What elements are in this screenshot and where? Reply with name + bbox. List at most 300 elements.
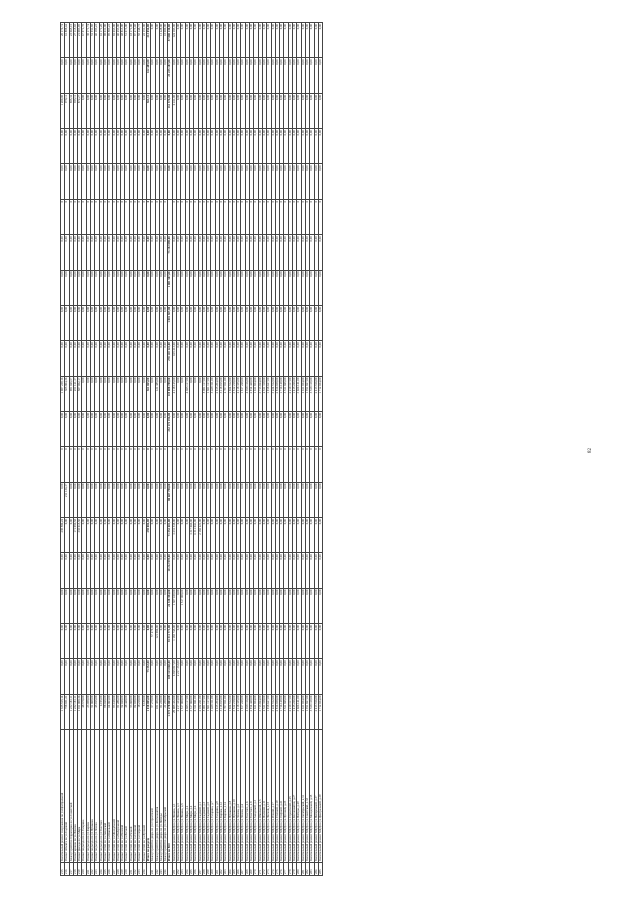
value-cell: 0,00 <box>146 129 150 164</box>
value-cell: 0,00 <box>86 93 90 128</box>
value-cell: 0,00 <box>271 58 275 93</box>
value-cell: 81 230,00 <box>159 694 163 729</box>
value-cell: 0,00 <box>232 517 236 552</box>
value-cell: 0,00 <box>202 623 206 658</box>
row-name-cell: Ремонт сетей по ул.Полевой <box>121 730 125 863</box>
value-cell: 0,00 <box>219 341 223 376</box>
value-cell: 0,00 <box>185 411 189 446</box>
value-cell: 0,00 <box>228 129 232 164</box>
value-cell: 0 <box>275 447 279 482</box>
value-cell: 0,00 <box>237 482 241 517</box>
value-cell: 0,00 <box>318 341 322 376</box>
value-cell: 0,00 <box>73 235 77 270</box>
value-cell: 0,00 <box>181 659 185 694</box>
value-cell: 0,00 <box>164 553 168 588</box>
value-cell: 0,00 <box>219 93 223 128</box>
value-cell: 0,00 <box>301 517 305 552</box>
value-cell: 0 <box>142 199 146 234</box>
value-cell: 18 171,00 <box>129 23 133 58</box>
value-cell: 1 001 507,00 <box>168 305 172 340</box>
value-cell: 0,00 <box>224 553 228 588</box>
value-cell: 0 <box>181 447 185 482</box>
value-cell: 0,00 <box>108 411 112 446</box>
value-cell: 0,00 <box>198 164 202 199</box>
value-cell: 0,00 <box>245 305 249 340</box>
value-cell: 0,00 <box>138 164 142 199</box>
value-cell: 0,00 <box>305 58 309 93</box>
value-cell: 73 192 090,00 <box>168 235 172 270</box>
row-number-cell: 255 <box>189 863 193 876</box>
value-cell: 0,00 <box>159 341 163 376</box>
value-cell: 0,00 <box>82 129 86 164</box>
value-cell: 0,00 <box>189 623 193 658</box>
value-cell: 0,00 <box>254 93 258 128</box>
value-cell: 0,00 <box>215 623 219 658</box>
row-number-cell: 226 <box>108 863 112 876</box>
value-cell: 0,00 <box>125 129 129 164</box>
value-cell: 0 <box>164 447 168 482</box>
value-cell: 0,00 <box>314 517 318 552</box>
value-cell: 0,00 <box>271 482 275 517</box>
value-cell: 0,00 <box>116 517 120 552</box>
value-cell: 0,00 <box>215 23 219 58</box>
value-cell: 2 611 034,00 <box>301 376 305 411</box>
value-cell: 0,00 <box>103 588 107 623</box>
value-cell: 0,00 <box>305 659 309 694</box>
row-name-cell: Капитальный ремонт МКД по ул.Полевой, д.11 <box>262 730 266 863</box>
value-cell: 0,00 <box>134 411 138 446</box>
value-cell: 0 <box>202 199 206 234</box>
value-cell: 0,00 <box>305 235 309 270</box>
value-cell: 0 <box>245 199 249 234</box>
value-cell: 0 <box>164 199 168 234</box>
value-cell: 27 115,65 <box>73 23 77 58</box>
value-cell: 0,00 <box>159 376 163 411</box>
value-cell: 0 <box>138 447 142 482</box>
value-cell: 0,00 <box>159 659 163 694</box>
value-cell: 0 <box>215 447 219 482</box>
value-cell: 0,00 <box>155 129 159 164</box>
value-cell: 0,00 <box>121 553 125 588</box>
row-name-cell: Капитальный ремонт МКД по ул.Молодёжной, д.35 <box>310 730 314 863</box>
value-cell: 0,00 <box>293 164 297 199</box>
value-cell: 0,00 <box>189 341 193 376</box>
value-cell: 0,00 <box>82 588 86 623</box>
value-cell: 0,00 <box>73 482 77 517</box>
value-cell: 0,00 <box>61 341 65 376</box>
value-cell: 0,00 <box>82 341 86 376</box>
value-cell: 0,00 <box>91 517 95 552</box>
value-cell: 0,00 <box>241 93 245 128</box>
value-cell: 0,00 <box>232 164 236 199</box>
value-cell: 2 182 221,00 <box>198 517 202 552</box>
value-cell: 0,00 <box>116 305 120 340</box>
value-cell: 0,00 <box>250 23 254 58</box>
value-cell: 0,00 <box>262 517 266 552</box>
value-cell: 1 011 008,36 <box>78 694 82 729</box>
value-cell: 0,00 <box>151 305 155 340</box>
value-cell: 0 <box>108 199 112 234</box>
value-cell: 0,00 <box>241 129 245 164</box>
value-cell: 0,00 <box>318 270 322 305</box>
value-cell: 0,00 <box>314 623 318 658</box>
value-cell: 0,00 <box>121 58 125 93</box>
value-cell: 0,00 <box>164 588 168 623</box>
value-cell: 0,00 <box>310 58 314 93</box>
value-cell: 21 093,95 <box>78 23 82 58</box>
value-cell: 0,00 <box>275 270 279 305</box>
budget-table <box>60 22 323 876</box>
value-cell: 1 716 129,00 <box>280 694 284 729</box>
value-cell: 0,00 <box>86 482 90 517</box>
value-cell: 0,00 <box>125 164 129 199</box>
value-cell: 0,00 <box>159 164 163 199</box>
value-cell: 0,00 <box>181 23 185 58</box>
value-cell: 0,00 <box>86 376 90 411</box>
value-cell: 0,00 <box>86 164 90 199</box>
value-cell: 0,00 <box>237 588 241 623</box>
value-cell: 0,00 <box>202 341 206 376</box>
value-cell: 0,00 <box>181 623 185 658</box>
value-cell: 0,00 <box>245 23 249 58</box>
value-cell: 0,00 <box>258 164 262 199</box>
value-cell: 0 <box>121 199 125 234</box>
value-cell: 0,00 <box>241 23 245 58</box>
value-cell: 0,00 <box>142 623 146 658</box>
value-cell: 0,00 <box>202 553 206 588</box>
value-cell: 0,00 <box>271 129 275 164</box>
value-cell: 0,00 <box>211 553 215 588</box>
value-cell: 1 918 627,00 <box>267 376 271 411</box>
value-cell: 0,00 <box>301 659 305 694</box>
value-cell: 162 485,00 <box>146 58 150 93</box>
value-cell: 0,00 <box>237 23 241 58</box>
value-cell: 0,00 <box>301 305 305 340</box>
value-cell: 0,00 <box>146 341 150 376</box>
value-cell: 1 001 507,00 <box>168 270 172 305</box>
value-cell: 0,00 <box>305 164 309 199</box>
value-cell: 0,00 <box>189 235 193 270</box>
value-cell: 0 <box>134 447 138 482</box>
value-cell: 0,00 <box>172 129 176 164</box>
value-cell: 0,00 <box>207 235 211 270</box>
value-cell: 0 <box>172 199 176 234</box>
value-cell: 0,00 <box>262 129 266 164</box>
value-cell: 0,00 <box>224 270 228 305</box>
value-cell: 0,00 <box>159 58 163 93</box>
value-cell: 0,00 <box>99 341 103 376</box>
value-cell: 0,00 <box>250 235 254 270</box>
value-cell: 0,00 <box>305 482 309 517</box>
value-cell: 1 373 278 803,00 <box>168 694 172 729</box>
value-cell: 0,00 <box>254 23 258 58</box>
value-cell: 0 <box>73 447 77 482</box>
value-cell: 0,00 <box>241 270 245 305</box>
value-cell: 0,00 <box>228 235 232 270</box>
value-cell: 0,00 <box>219 270 223 305</box>
value-cell: 0,00 <box>198 659 202 694</box>
value-cell: 0,00 <box>202 23 206 58</box>
value-cell: 0,00 <box>146 553 150 588</box>
value-cell: 0,00 <box>310 270 314 305</box>
value-cell: 0,00 <box>198 235 202 270</box>
value-cell: 0,00 <box>121 235 125 270</box>
value-cell: 3 428 311,00 <box>211 694 215 729</box>
value-cell: 0,00 <box>207 588 211 623</box>
budget-table-body <box>61 23 323 876</box>
value-cell: 4 025 117,00 <box>185 694 189 729</box>
value-cell: 0,00 <box>207 164 211 199</box>
row-number-cell: 282 <box>305 863 309 876</box>
value-cell: 0,00 <box>224 93 228 128</box>
row-name-cell: Ремонт подъезда по ул.Чехова <box>95 730 99 863</box>
value-cell: 51 073,00 <box>125 23 129 58</box>
value-cell: 171 050,58 <box>73 517 77 552</box>
row-name-cell: Капитальный ремонт МКД по ул.Ленина, д.3 <box>177 730 181 863</box>
row-number-cell: 270 <box>254 863 258 876</box>
value-cell: 48 813,00 <box>121 23 125 58</box>
value-cell: 0,00 <box>215 517 219 552</box>
value-cell: 0,00 <box>262 341 266 376</box>
value-cell: 0,00 <box>185 93 189 128</box>
value-cell: 0,00 <box>284 23 288 58</box>
value-cell: 0,00 <box>73 623 77 658</box>
value-cell: 0,00 <box>82 623 86 658</box>
value-cell: 0,00 <box>293 588 297 623</box>
row-number-cell: 244 <box>164 863 168 876</box>
value-cell: 0,00 <box>245 623 249 658</box>
value-cell: 0,00 <box>198 623 202 658</box>
row-number-cell: 279 <box>293 863 297 876</box>
value-cell: 0 <box>275 199 279 234</box>
value-cell: 0,00 <box>219 411 223 446</box>
value-cell: 87 273,40 <box>134 23 138 58</box>
value-cell: 0,00 <box>250 341 254 376</box>
value-cell: 0,00 <box>91 482 95 517</box>
value-cell: 0,00 <box>241 58 245 93</box>
value-cell: 0 <box>250 447 254 482</box>
value-cell: 0,00 <box>65 58 69 93</box>
value-cell: 0 <box>254 199 258 234</box>
value-cell: 0,00 <box>297 482 301 517</box>
value-cell: 305 804,36 <box>65 376 69 411</box>
value-cell: 0,00 <box>314 270 318 305</box>
value-cell: 0,00 <box>177 129 181 164</box>
value-cell: 0,00 <box>155 164 159 199</box>
value-cell: 0,00 <box>194 129 198 164</box>
value-cell: 0,00 <box>142 305 146 340</box>
value-cell: 0,00 <box>207 411 211 446</box>
value-cell: 0,00 <box>138 588 142 623</box>
row-number-cell: 281 <box>301 863 305 876</box>
value-cell: 0,00 <box>194 588 198 623</box>
value-cell: 2 118 335,00 <box>237 376 241 411</box>
value-cell: 0,00 <box>211 588 215 623</box>
value-cell: 0,00 <box>271 341 275 376</box>
row-name-cell: Ремонт сетей по ул.Речной <box>129 730 133 863</box>
value-cell: 5 051 117,00 <box>202 694 206 729</box>
value-cell: 0,00 <box>151 270 155 305</box>
value-cell: 0,00 <box>305 129 309 164</box>
row-number-cell: 267 <box>241 863 245 876</box>
value-cell: 0,00 <box>82 482 86 517</box>
value-cell: 0,00 <box>108 553 112 588</box>
value-cell: 0,00 <box>116 588 120 623</box>
value-cell: 2 707 811,00 <box>224 376 228 411</box>
value-cell: 0,00 <box>103 517 107 552</box>
value-cell: 1 200,00 <box>61 93 65 128</box>
value-cell: 0,00 <box>262 164 266 199</box>
value-cell: 0,00 <box>82 517 86 552</box>
value-cell: 0 <box>293 447 297 482</box>
value-cell: 2 182 221,00 <box>198 694 202 729</box>
value-cell: 0,00 <box>228 588 232 623</box>
value-cell: 0,00 <box>305 305 309 340</box>
value-cell: 0,00 <box>237 235 241 270</box>
row-name-cell: Капитальный ремонт МКД по ул.Пушкина, д.8 <box>228 730 232 863</box>
value-cell: 0,00 <box>65 588 69 623</box>
value-cell: 561 065,00 <box>146 376 150 411</box>
value-cell: 0,00 <box>155 588 159 623</box>
row-name-cell: Капитальный ремонт МКД по ул.Чехова, д.4 <box>241 730 245 863</box>
row-number-cell: 229 <box>121 863 125 876</box>
value-cell: 93 168,00 <box>112 694 116 729</box>
value-cell: 0,00 <box>310 659 314 694</box>
value-cell: 0,00 <box>250 588 254 623</box>
value-cell: 0,00 <box>275 341 279 376</box>
value-cell: 0,00 <box>271 270 275 305</box>
value-cell: 0,00 <box>112 553 116 588</box>
value-cell: 0 <box>146 199 150 234</box>
value-cell: 0,00 <box>262 482 266 517</box>
value-cell: 0,00 <box>262 411 266 446</box>
value-cell: 0,00 <box>241 623 245 658</box>
value-cell: 0,00 <box>267 659 271 694</box>
value-cell: 0,00 <box>121 623 125 658</box>
value-cell: 82 038,00 <box>134 694 138 729</box>
value-cell: 0 <box>125 199 129 234</box>
value-cell: 0,00 <box>305 588 309 623</box>
value-cell: 0,00 <box>185 270 189 305</box>
value-cell: 8 180,00 <box>142 694 146 729</box>
value-cell: 0,00 <box>103 93 107 128</box>
value-cell: 0,00 <box>280 129 284 164</box>
value-cell: 0,00 <box>185 553 189 588</box>
value-cell: 0,00 <box>73 270 77 305</box>
value-cell: 0,00 <box>241 659 245 694</box>
value-cell: 0,00 <box>215 341 219 376</box>
value-cell: 0,00 <box>245 164 249 199</box>
row-number-cell: 233 <box>138 863 142 876</box>
value-cell: 0,00 <box>82 659 86 694</box>
value-cell: 1 183 745,00 <box>172 623 176 658</box>
value-cell: 0,00 <box>129 305 133 340</box>
value-cell: 0 <box>318 447 322 482</box>
value-cell: 1 712 034,00 <box>318 376 322 411</box>
value-cell: 0,00 <box>69 270 73 305</box>
value-cell: 0,00 <box>181 164 185 199</box>
value-cell: 2 210 317,00 <box>288 694 292 729</box>
value-cell: 0,00 <box>155 305 159 340</box>
row-name-cell: Капитальный ремонт МКД по ул.Набережной, д.37 <box>314 730 318 863</box>
value-cell: 18 218,00 <box>138 694 142 729</box>
row-number-cell: 215 <box>61 863 65 876</box>
value-cell: 0 <box>314 447 318 482</box>
row-name-cell: Ремонт объекта по ул.Садовой <box>65 730 69 863</box>
value-cell: 0,00 <box>267 23 271 58</box>
value-cell: 0,00 <box>168 164 172 199</box>
value-cell: 1 611 834,00 <box>254 376 258 411</box>
value-cell: 0 <box>211 447 215 482</box>
value-cell: 0,00 <box>108 270 112 305</box>
value-cell: 0,00 <box>116 341 120 376</box>
value-cell: 0,00 <box>177 623 181 658</box>
row-number-cell: 280 <box>297 863 301 876</box>
value-cell: 40 253,00 <box>116 23 120 58</box>
value-cell: 0,00 <box>254 482 258 517</box>
value-cell: 0 <box>112 199 116 234</box>
value-cell: 0,00 <box>194 305 198 340</box>
row-name-cell: Капитальный ремонт МКД по ул.Чехова, д.2 <box>237 730 241 863</box>
value-cell: 0,00 <box>258 305 262 340</box>
value-cell: 0,00 <box>207 305 211 340</box>
row-name-cell: Итого по МО <box>168 730 172 863</box>
value-cell: 48 428,00 <box>125 694 129 729</box>
row-name-cell: Ремонт сетей по ул.Молодёжной <box>112 730 116 863</box>
value-cell: 0,00 <box>95 58 99 93</box>
value-cell: 0,00 <box>61 270 65 305</box>
value-cell: 0,00 <box>284 411 288 446</box>
value-cell: 0,00 <box>254 517 258 552</box>
value-cell: 0,00 <box>134 659 138 694</box>
value-cell: 0,00 <box>198 376 202 411</box>
row-name-cell: Капитальный ремонт МКД по ул.Центральной, д.39 <box>318 730 322 863</box>
value-cell: 0,00 <box>177 341 181 376</box>
value-cell: 0,00 <box>103 164 107 199</box>
value-cell: 0,00 <box>297 623 301 658</box>
value-cell: 0,00 <box>258 235 262 270</box>
value-cell: 758 031,21 <box>65 694 69 729</box>
value-cell: 0,00 <box>237 659 241 694</box>
value-cell: 0 <box>258 447 262 482</box>
value-cell: 0,00 <box>215 482 219 517</box>
value-cell: 0,00 <box>159 553 163 588</box>
value-cell: 3 518 119,00 <box>310 694 314 729</box>
value-cell: 0,00 <box>69 58 73 93</box>
value-cell: 0,00 <box>254 164 258 199</box>
row-number-cell: 254 <box>185 863 189 876</box>
value-cell: 0 <box>189 199 193 234</box>
value-cell: 0,00 <box>138 553 142 588</box>
row-number-cell: 232 <box>134 863 138 876</box>
value-cell: 0 <box>232 199 236 234</box>
value-cell: 0,00 <box>73 164 77 199</box>
value-cell: 0,00 <box>138 482 142 517</box>
row-number-cell: 230 <box>125 863 129 876</box>
value-cell: 0,00 <box>146 588 150 623</box>
value-cell: 0,00 <box>237 305 241 340</box>
value-cell: 0,00 <box>232 93 236 128</box>
value-cell: 0 <box>99 447 103 482</box>
row-name-cell: Благоустройство двора по ул.Строителей <box>151 730 155 863</box>
row-number-cell: 216 <box>65 863 69 876</box>
value-cell: 0,00 <box>288 305 292 340</box>
value-cell: 0,00 <box>262 553 266 588</box>
value-cell: 0 <box>194 447 198 482</box>
value-cell: 0,00 <box>129 623 133 658</box>
value-cell: 0,00 <box>245 659 249 694</box>
value-cell: 0,00 <box>280 235 284 270</box>
